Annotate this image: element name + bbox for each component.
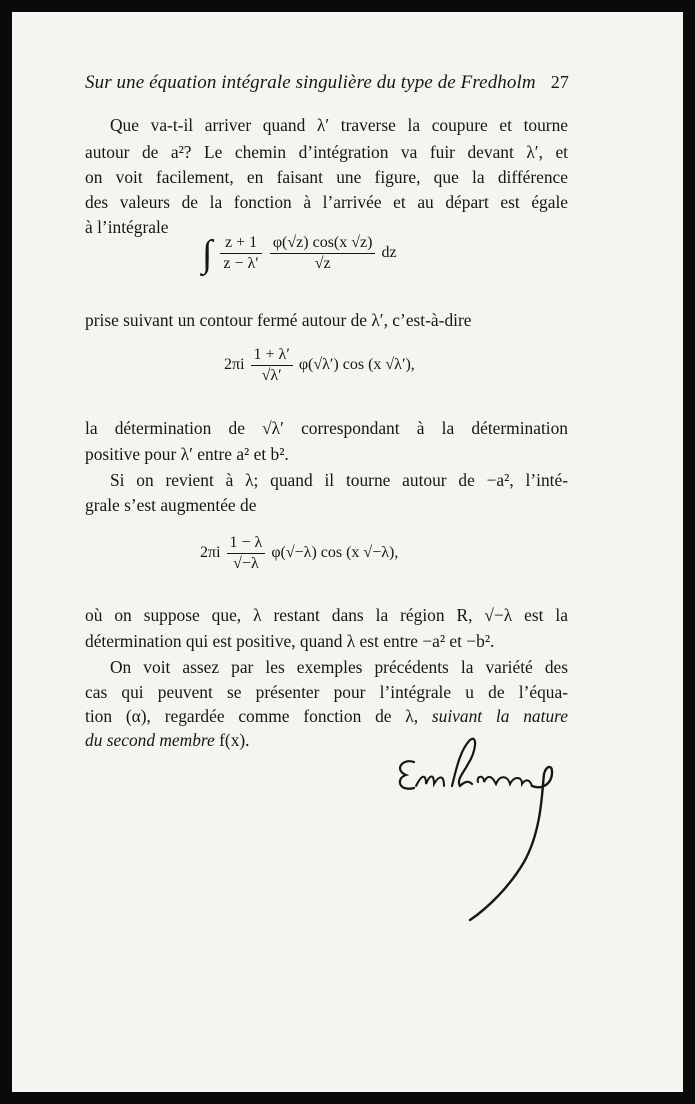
equation-prefix: 2πi <box>200 544 221 562</box>
text-run: f(x). <box>219 730 250 750</box>
integral-sign: ∫ <box>202 232 213 275</box>
fraction-numerator: 1 + λ′ <box>251 346 293 366</box>
text-line: On voit assez par les exemples précédents la variété des <box>110 657 568 677</box>
text-run-italic: du second membre <box>85 730 220 750</box>
text-run: tion (α), regardée comme fonction de λ, <box>85 706 432 726</box>
text-line: prise suivant un contour fermé autour de λ′, c’est-à-dire <box>85 310 472 330</box>
text-line: des valeurs de la fonction à l’arrivée et au départ est égale <box>85 192 568 212</box>
equation-residue-1 <box>224 346 415 385</box>
fraction-denominator: √λ′ <box>261 367 282 384</box>
text-line: on voit facilement, en faisant une figure, que la différence <box>85 167 568 187</box>
text-line: détermination qui est positive, quand λ est entre −a² et −b². <box>85 631 495 651</box>
equation-prefix: 2πi <box>224 356 245 374</box>
signature <box>392 730 592 930</box>
equation-residue-2 <box>200 534 398 573</box>
text-line: autour de a²? Le chemin d’intégration va fuir devant λ′, et <box>85 142 568 162</box>
equation-rest: φ(√λ′) cos (x √λ′), <box>298 356 415 374</box>
text-line: positive pour λ′ entre a² et b². <box>85 444 289 464</box>
fraction-numerator: z + 1 <box>220 234 261 254</box>
text-line: grale s’est augmentée de <box>85 495 257 515</box>
fraction-denominator: z − λ′ <box>223 255 259 272</box>
fraction <box>220 234 261 273</box>
fraction-numerator: φ(√z) cos(x √z) <box>270 234 376 254</box>
text-line: Que va-t-il arriver quand λ′ traverse la coupure et tourne <box>110 115 568 135</box>
running-header <box>85 72 569 94</box>
fraction <box>270 234 376 273</box>
text-line: où on suppose que, λ restant dans la région R, √−λ est la <box>85 605 568 625</box>
text-line: à l’intégrale <box>85 217 169 237</box>
text-run-italic: suivant la nature <box>431 706 568 726</box>
fraction-denominator: √−λ <box>233 555 259 572</box>
fraction-denominator: √z <box>314 255 331 272</box>
header-title: Sur une équation intégrale singulière du type de Fredholm <box>85 72 536 93</box>
equation-integral <box>202 234 397 273</box>
text-line <box>85 706 568 727</box>
fraction-numerator: 1 − λ <box>227 534 266 554</box>
equation-rest: φ(√−λ) cos (x √−λ), <box>271 544 399 562</box>
page <box>12 12 683 1092</box>
differential: dz <box>381 244 397 262</box>
text-line: la détermination de √λ′ correspondant à la détermination <box>85 418 568 438</box>
text-line: Si on revient à λ; quand il tourne autour de −a², l’inté- <box>110 470 568 490</box>
fraction <box>251 346 293 385</box>
page-number: 27 <box>550 72 569 92</box>
text-line: cas qui peuvent se présenter pour l’intégrale u de l’équa- <box>85 682 568 702</box>
fraction <box>227 534 266 573</box>
